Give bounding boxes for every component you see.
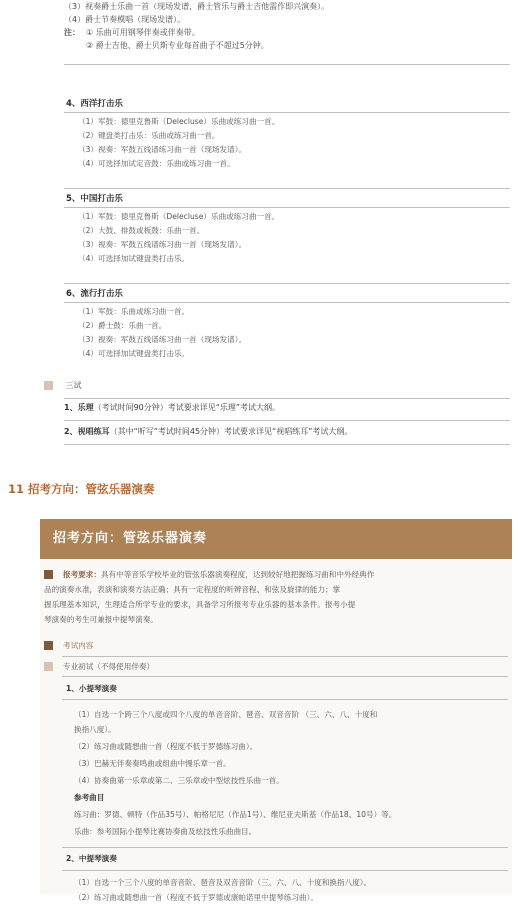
note-text: ② 爵士吉他、爵士贝斯专业每首曲子不超过5分钟。 [86, 41, 269, 50]
divider [62, 699, 508, 700]
bullet-square [44, 570, 53, 579]
list-item: （2）大鼓、排鼓或板鼓：乐曲一首。 [78, 226, 205, 235]
viola-title: 2、中提琴演奏 [66, 854, 117, 863]
list-item: （2）键盘类打击乐：乐曲或练习曲一首。 [78, 131, 220, 140]
card-banner: 招考方向：管弦乐器演奏 [40, 519, 512, 559]
list-item: （2）练习曲或随想曲一首（程度不低于罗德练习曲）。 [74, 742, 258, 751]
divider [64, 398, 510, 399]
requirement-line: 品的演奏水准，表演和演奏方法正确；具有一定程度的听辨音程、和弦及旋律的能力；掌 [44, 585, 341, 594]
list-item: （4）可选择加试定音鼓：乐曲或练习曲一首。 [78, 159, 235, 168]
top-line: （4）爵士节奏模唱（现场发谱）。 [64, 15, 186, 24]
note-row [64, 39, 510, 52]
reference-line: 乐曲：参考国际小提琴比赛协奏曲及炫技性乐曲曲目。 [74, 827, 257, 836]
section-chinese-percussion [64, 188, 510, 266]
row-text: （考试时间90分钟）考试要求详见“乐理”考试大纲。 [93, 403, 281, 412]
list-item: （2）爵士鼓：乐曲一首。 [78, 321, 167, 330]
third-exam-row [64, 426, 510, 437]
list-item: 换指八度）。 [74, 725, 116, 734]
list-item: （1）自选一个跨三个八度或四个八度的单音音阶、琶音、双音音阶 （三、六、八、十度和 [74, 710, 378, 719]
list-item: （2）练习曲或随想曲一首（程度不低于罗德或康帕诺里中提琴练习曲）。 [74, 893, 319, 902]
violin-item-list [74, 707, 506, 839]
divider [64, 64, 510, 65]
exam-content-row [44, 638, 508, 653]
third-exam-row [64, 402, 510, 413]
divider [62, 656, 508, 657]
item-list [64, 208, 510, 266]
third-exam-header [44, 380, 510, 391]
direction-card [40, 519, 512, 902]
row-title: 2、视唱练耳 [64, 427, 110, 436]
list-item: （1）自选一个三个八度的单音音阶、琶音及双音音阶（三、六、八、十度和换指八度）。 [74, 878, 372, 887]
section-pop-percussion [64, 283, 510, 361]
note-text: ① 乐曲可用钢琴伴奏或伴奏带。 [86, 28, 200, 37]
list-item: （1）军鼓：德里克鲁斯（Delecluse）乐曲或练习曲一首。 [78, 117, 280, 126]
bullet-square [44, 641, 53, 650]
divider [64, 444, 510, 445]
row-title: 1、乐理 [64, 403, 94, 412]
row-text: （其中“听写”考试时间45分钟）考试要求详见“视唱练耳”考试大纲。 [109, 427, 353, 436]
section-title: 4、西洋打击乐 [66, 99, 123, 109]
top-line: （3）视奏爵士乐曲一首（现场发谱，爵士管乐与爵士吉他需作即兴演奏）。 [64, 2, 330, 11]
reference-title: 参考曲目 [74, 793, 105, 802]
note-label: 注： [64, 28, 80, 37]
divider [64, 420, 510, 421]
divider [62, 870, 508, 871]
exam-content-label: 考试内容 [63, 641, 94, 650]
item-list [64, 303, 510, 361]
list-item: （1）军鼓：乐曲或练习曲一首。 [78, 307, 190, 316]
section-title: 5、中国打击乐 [66, 194, 123, 204]
heading-text: 招考方向：管弦乐器演奏 [28, 482, 155, 496]
list-item: （1）军鼓：德里克鲁斯（Delecluse）乐曲或练习曲一首。 [78, 212, 280, 221]
divider [62, 847, 508, 848]
requirement-line: 握乐理基本知识，生理适合所学专业的要求，具备学习所报考专业乐器的基本条件。报考小提 [44, 600, 356, 609]
bullet-square [44, 381, 53, 390]
violin-title: 1、小提琴演奏 [66, 684, 117, 693]
reference-line: 练习曲：罗德、顿特（作品35号）、帕格尼尼（作品1号）、维尼亚夫斯基（作品18、10号）等。 [74, 810, 397, 819]
prelim-label: 专业初试（不得使用伴奏） [63, 662, 155, 671]
item-list [64, 113, 510, 171]
top-section [64, 0, 510, 52]
direction-heading [8, 481, 155, 497]
requirement-block [44, 567, 508, 582]
list-item: （4）协奏曲第一乐章或第二、三乐章或中型炫技性乐曲一首。 [74, 776, 284, 785]
third-exam-label: 三试 [65, 381, 82, 390]
list-item: （3）视奏：军鼓五线谱练习曲一首（现场发谱）。 [78, 240, 247, 249]
list-item: （3）视奏：军鼓五线谱练习曲一首（现场发谱）。 [78, 335, 247, 344]
section-western-percussion [64, 94, 510, 171]
requirement-line: 琴演奏的考生可兼报中提琴演奏。 [44, 615, 158, 624]
note-row [64, 26, 510, 39]
list-item: （3）视奏：军鼓五线谱练习曲一首（现场发谱）。 [78, 145, 247, 154]
requirement-line: 具有中等音乐学校毕业的管弦乐器演奏程度，达到较好地把握练习曲和中外经典作 [100, 570, 375, 579]
prelim-row [44, 659, 508, 674]
viola-item-list [74, 875, 506, 905]
list-item: （4）可选择加试键盘类打击乐。 [78, 254, 190, 263]
list-item: （4）可选择加试键盘类打击乐。 [78, 349, 190, 358]
requirement-label: 报考要求： [63, 570, 101, 579]
section-title: 6、流行打击乐 [66, 289, 123, 299]
list-item: （3）巴赫无伴奏奏鸣曲或组曲中慢乐章一首。 [74, 759, 231, 768]
heading-number: 11 [8, 482, 25, 496]
bullet-square [44, 662, 53, 671]
divider [62, 676, 508, 677]
